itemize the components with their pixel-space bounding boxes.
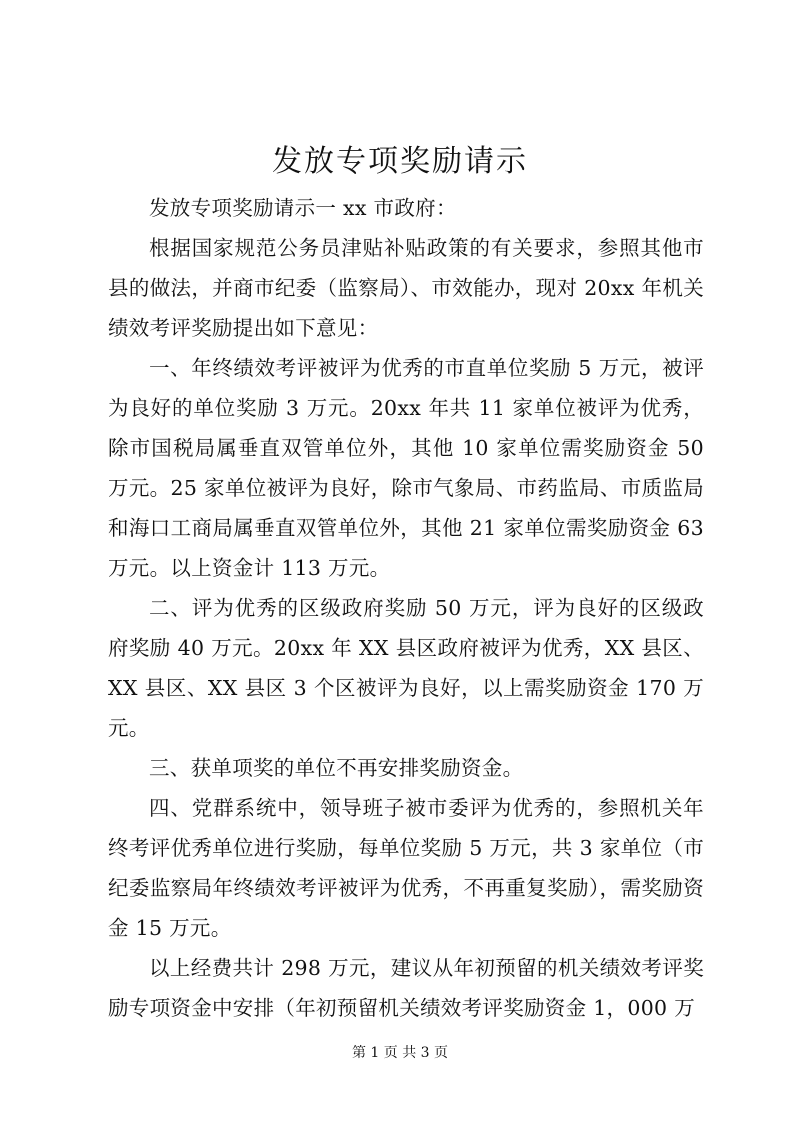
item-one-paragraph: 一、年终绩效考评被评为优秀的市直单位奖励 5 万元，被评为良好的单位奖励 3 万元。20xx 年共 11 家单位被评为优秀，除市国税局属垂直双管单位外，其他 10 家单位需奖励资金 50 万元。25 家单位被评为良好，除市气象局、市药监局、市质监局和海口工商局属垂直双管单位外，其他 21 家单位需奖励资金 63 万元。以上资金计 113 万元。: [108, 356, 704, 580]
item-two-paragraph: 二、评为优秀的区级政府奖励 50 万元，评为良好的区级政府奖励 40 万元。20xx 年 XX 县区政府被评为优秀，XX 县区、XX 县区、XX 县区 3 个区被评为良好，以上需奖励资金 170 万元。: [108, 596, 704, 740]
item-four-paragraph: 四、党群系统中，领导班子被市委评为优秀的，参照机关年终考评优秀单位进行奖励，每单位奖励 5 万元，共 3 家单位（市纪委监察局年终绩效考评被评为优秀，不再重复奖励），需奖励资金 15 万元。: [108, 796, 704, 940]
intro-paragraph: 根据国家规范公务员津贴补贴政策的有关要求，参照其他市县的做法，并商市纪委（监察局）、市效能办，现对 20xx 年机关绩效考评奖励提出如下意见：: [108, 236, 704, 340]
page-number-footer: 第 1 页 共 3 页: [351, 1045, 449, 1061]
document-title: 发放专项奖励请示: [272, 144, 528, 179]
summary-paragraph: 以上经费共计 298 万元，建议从年初预留的机关绩效考评奖励专项资金中安排（年初预留机关绩效考评奖励资金 1，000 万: [108, 956, 704, 1020]
salutation-paragraph: 发放专项奖励请示一 xx 市政府：: [149, 196, 457, 220]
item-three-paragraph: 三、获单项奖的单位不再安排奖励资金。: [149, 756, 524, 780]
document-body: [108, 188, 704, 1028]
